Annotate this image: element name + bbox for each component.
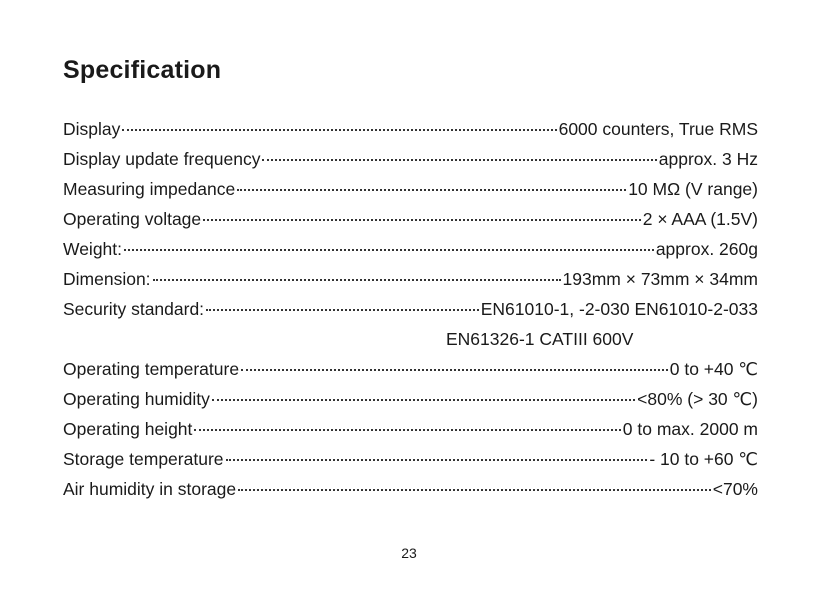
spec-row-display-update-frequency [63, 144, 758, 174]
spec-value: 193mm × 73mm × 34mm [562, 269, 758, 289]
spec-row-measuring-impedance [63, 174, 758, 204]
dot-leader [124, 239, 654, 251]
spec-label: Operating humidity [63, 389, 210, 409]
dot-leader [212, 389, 635, 401]
spec-row-security-standard-continued [63, 324, 758, 354]
dot-leader [237, 179, 626, 191]
spec-value: 0 to +40 ℃ [669, 359, 758, 379]
spec-value: 10 MΩ (V range) [628, 179, 758, 199]
dot-leader [226, 449, 648, 461]
spec-row-air-humidity-in-storage [63, 474, 758, 504]
spec-label: Security standard: [63, 299, 205, 319]
spec-label: Dimension: [63, 269, 151, 289]
spec-label: Display [63, 119, 121, 139]
page-title: Specification [63, 56, 222, 84]
spec-value: <70% [712, 479, 758, 499]
dot-leader [206, 299, 479, 311]
dot-leader [153, 269, 561, 281]
spec-value: - 10 to +60 ℃ [649, 449, 758, 469]
page-number: 23 [401, 545, 417, 561]
spec-row-operating-height [63, 414, 758, 444]
spec-value: <80% (> 30 ℃) [637, 389, 758, 409]
spec-row-storage-temperature [63, 444, 758, 474]
spec-row-operating-temperature [63, 354, 758, 384]
spec-value: approx. 260g [655, 239, 758, 259]
spec-label: Operating voltage [63, 209, 202, 229]
dot-leader [194, 419, 620, 431]
spec-label: Air humidity in storage [63, 479, 237, 499]
spec-label: Weight: [63, 239, 123, 259]
spec-row-operating-voltage [63, 204, 758, 234]
spec-value: 6000 counters, True RMS [558, 119, 758, 139]
spec-row-security-standard [63, 294, 758, 324]
spec-value: 2 × AAA (1.5V) [642, 209, 758, 229]
spec-label: Operating height [63, 419, 193, 439]
spec-label: Display update frequency [63, 149, 261, 169]
spec-value: EN61010-1, -2-030 EN61010-2-033 [480, 299, 758, 319]
spec-row-display [63, 114, 758, 144]
spec-value: 0 to max. 2000 m [622, 419, 758, 439]
spec-label: Storage temperature [63, 449, 224, 469]
dot-leader [241, 359, 668, 371]
spec-row-weight [63, 234, 758, 264]
specification-list [63, 114, 758, 504]
dot-leader [122, 119, 556, 131]
spec-label: Operating temperature [63, 359, 240, 379]
dot-leader [238, 479, 711, 491]
spec-value: EN61326-1 CATIII 600V [446, 329, 634, 349]
dot-leader [262, 149, 656, 161]
spec-row-operating-humidity [63, 384, 758, 414]
spec-value: approx. 3 Hz [658, 149, 758, 169]
dot-leader [203, 209, 641, 221]
spec-label: Measuring impedance [63, 179, 236, 199]
spec-row-dimension [63, 264, 758, 294]
